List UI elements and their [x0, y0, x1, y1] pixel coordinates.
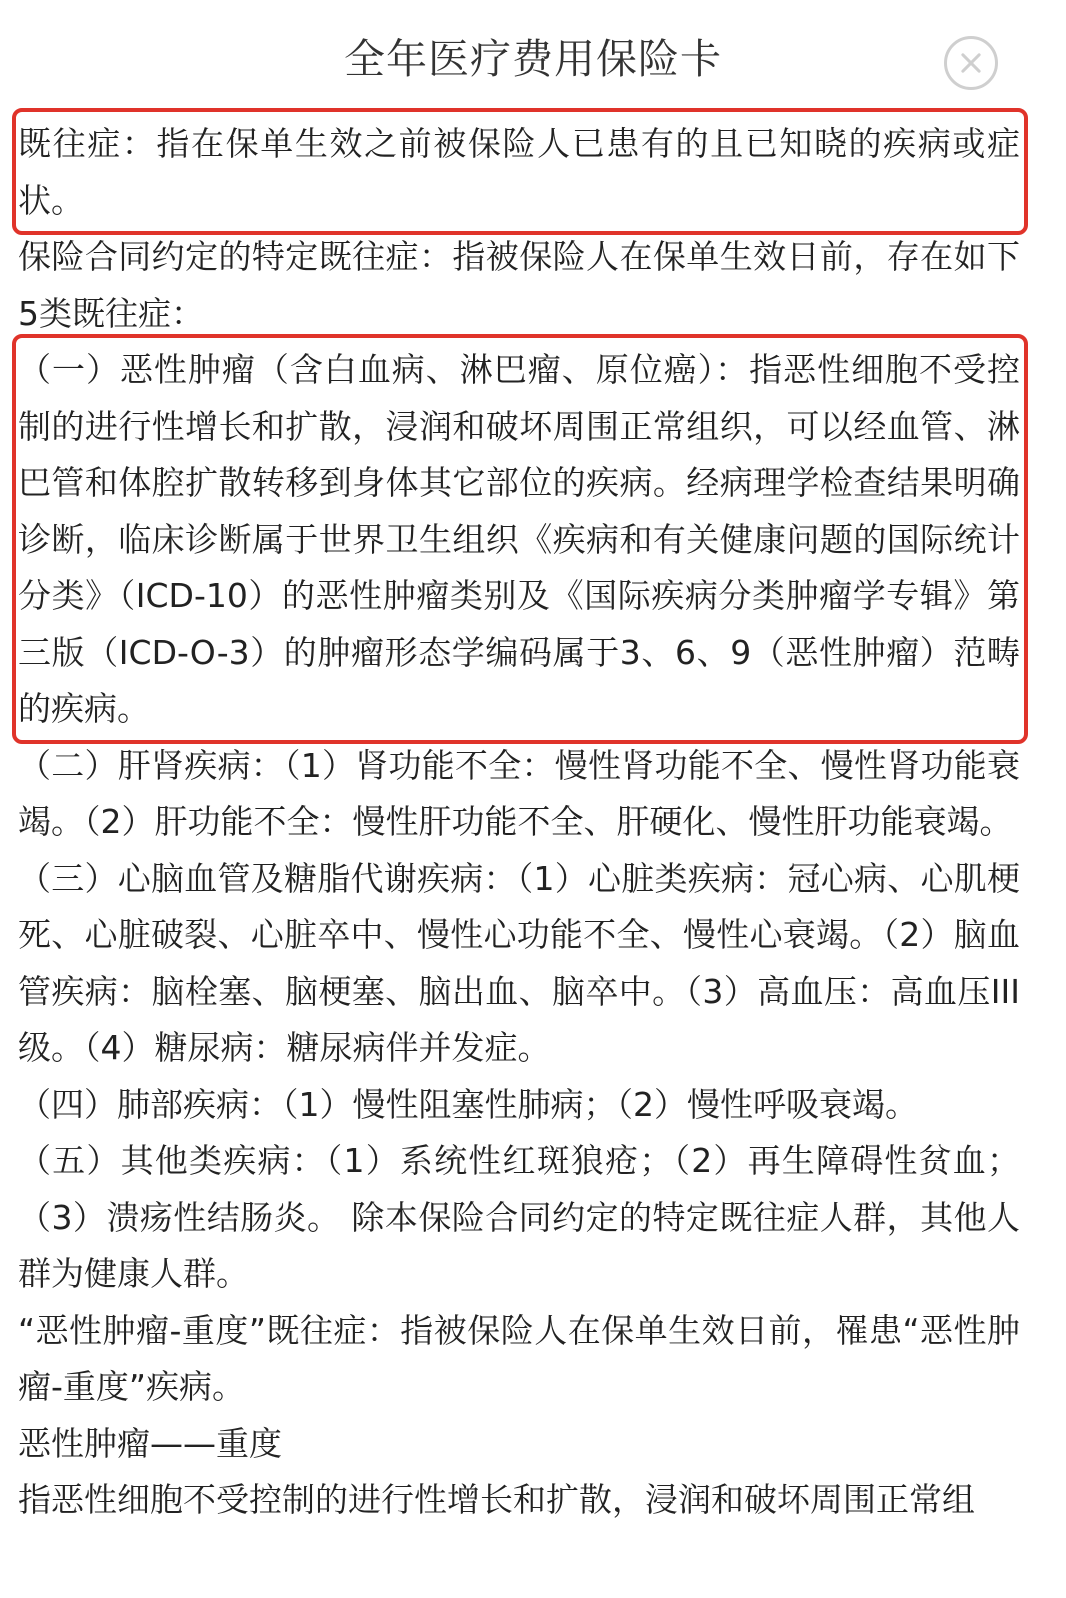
category-other: （五）其他类疾病：（1）系统性红斑狼疮；（2）再生障碍性贫血；（3）溃疡性结肠炎。 除本保险合同约定的特定既往症人群，其他人群为健康人群。 [18, 1141, 1020, 1293]
category-lung: （四）肺部疾病：（1）慢性阻塞性肺病；（2）慢性呼吸衰竭。 [18, 1084, 918, 1124]
specific-pre-existing-intro: 保险合同约定的特定既往症：指被保险人在保单生效日前，存在如下5类既往症： [18, 237, 1020, 333]
terms-content [18, 116, 1020, 1529]
category-liver-kidney: （二）肝肾疾病：（1）肾功能不全：慢性肾功能不全、慢性肾功能衰竭。（2）肝功能不全：慢性肝功能不全、肝硬化、慢性肝功能衰竭。 [18, 745, 1020, 841]
close-button[interactable] [944, 36, 998, 90]
category-malignant-tumor: （一）恶性肿瘤（含白血病、淋巴瘤、原位癌）：指恶性细胞不受控制的进行性增长和扩散，浸润和破坏周围正常组织，可以经血管、淋巴管和体腔扩散转移到身体其它部位的疾病。经病理学检查结果明确诊断，临床诊断属于世界卫生组织《疾病和有关健康问题的国际统计分类》（ICD-10）的恶性肿瘤类别及《国际疾病分类肿瘤学专辑》第三版（ICD-O-3）的肿瘤形态学编码属于3、6、9（恶性肿瘤）范畴的疾病。 [18, 342, 1020, 738]
malignant-severe-pre-existing: “恶性肿瘤-重度”既往症：指被保险人在保单生效日前，罹患“恶性肿瘤-重度”疾病。 [18, 1310, 1020, 1406]
header [0, 0, 1066, 112]
malignant-severe-definition: 指恶性细胞不受控制的进行性增长和扩散，浸润和破坏周围正常组 [18, 1480, 975, 1519]
category-cardio-cerebrovascular: （三）心脑血管及糖脂代谢疾病：（1）心脏类疾病：冠心病、心肌梗死、心脏破裂、心脏卒中、慢性心功能不全、慢性心衰竭。（2）脑血管疾病：脑栓塞、脑梗塞、脑出血、脑卒中。（3）高血压：高血压III级。（4）糖尿病：糖尿病伴并发症。 [18, 858, 1020, 1067]
page-title: 全年医疗费用保险卡 [344, 35, 722, 83]
pre-existing-condition-definition: 既往症：指在保单生效之前被保险人已患有的且已知晓的疾病或症状。 [18, 116, 1020, 229]
malignant-severe-heading: 恶性肿瘤——重度 [18, 1423, 282, 1463]
